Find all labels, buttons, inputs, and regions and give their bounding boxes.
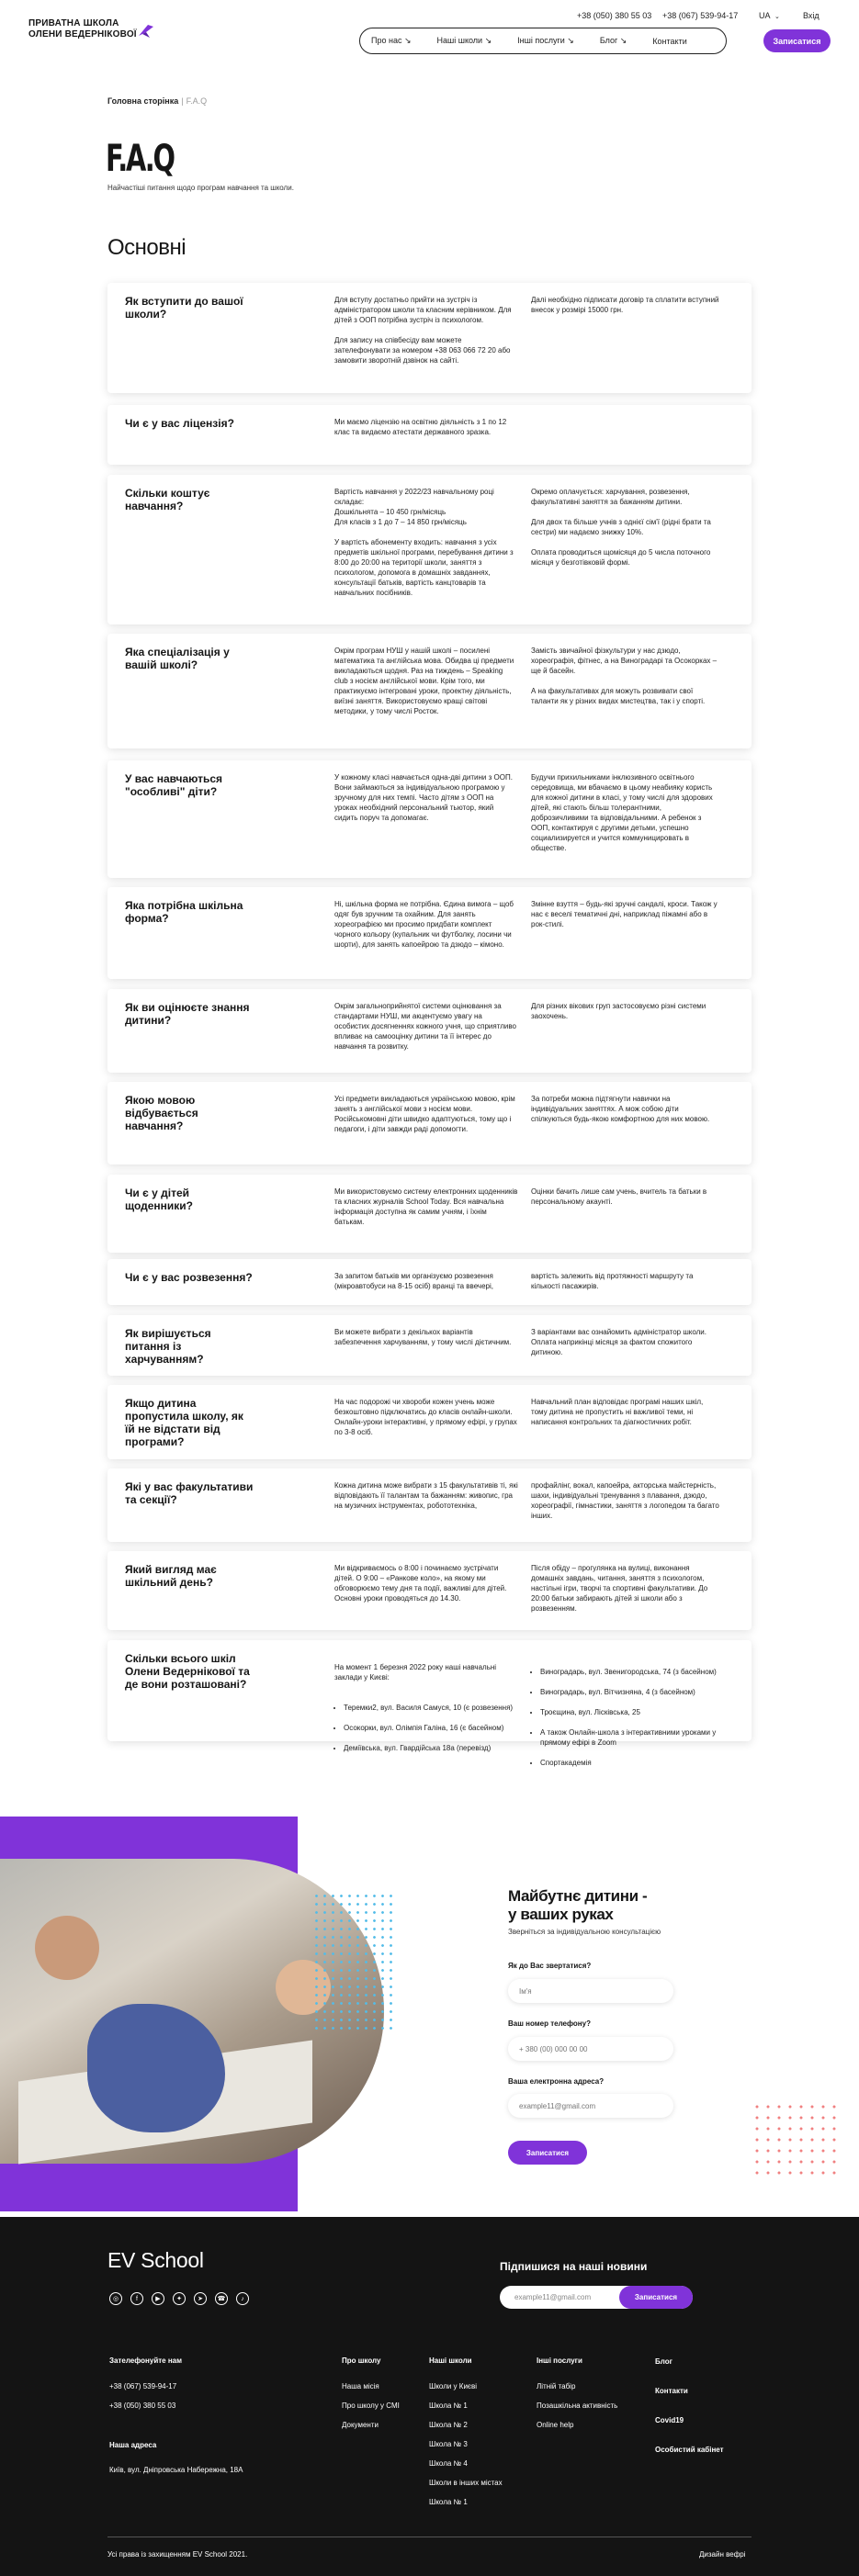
footer-link[interactable]: Школи в інших містах (429, 2479, 503, 2487)
phone-label: Ваш номер телефону? (508, 2019, 591, 2028)
faq-question: Які у вас факультативи та секції? (125, 1480, 254, 1506)
faq-answer-col-2: Будучи прихильниками інклюзивного освітнього середовища, ми вбачаємо в цьому неабияку користь для кожної дитини в класі, у тому числі для здорових дітей, які стають більш толерантними, доброзичливими та відповідальними. А ребенок з ООП, контактируя с другими детьми, успешно социализируется и учится коммуницировать в обществе. (531, 773, 713, 852)
faq-card[interactable] (107, 634, 752, 748)
faq-answer-col-1: Для вступу достатньо прийти на зустріч із адміністратором школи та класним керівником. Для дітей з ООП потрібна зустріч із психологом. Для запису на співбесіду вам можете зателефонувати за номером +38 063 066 72 20 або замовити зворотній дзвінок на сайті. (334, 296, 512, 365)
list-item: • Осокорки, вул. Олімпія Галіна, 16 (є басейном) (344, 1723, 518, 1733)
footer-blog-link[interactable]: Блог (655, 2357, 673, 2366)
faq-question: Який вигляд має шкільний день? (125, 1563, 217, 1589)
twitter-icon[interactable]: ✦ (173, 2292, 186, 2305)
telegram-icon[interactable]: ➤ (194, 2292, 207, 2305)
faq-answer-col-1 (334, 1652, 518, 1773)
form-title-line-2: у ваших руках (508, 1906, 614, 1923)
faq-answer-col-1: Ми маємо ліцензію на освітню діяльність з 1 по 12 клас та видаємо атестати державного зразка. (334, 418, 507, 436)
faq-answer-col-1: На час подорожі чи хвороби кожен учень може безкоштовно підключатись до класів онлайн-школи. Онлайн-уроки інтерактивні, у прямому ефірі, у групах по 3-8 осіб. (334, 1398, 517, 1436)
faq-answer-col-1: Ми відкриваємось о 8:00 і починаємо зустрічати дітей. О 9:00 – «Ранкове коло», на якому ми обговорюємо тему дня та події, важливі для дітей. Основні уроки проводяться до 14.30. (334, 1564, 507, 1603)
faq-question: Чи є у дітей щоденники? (125, 1187, 194, 1212)
footer-phone-2[interactable]: +38 (050) 380 55 03 (109, 2402, 176, 2410)
facebook-icon[interactable]: f (130, 2292, 143, 2305)
footer-contacts-link[interactable]: Контакти (655, 2387, 688, 2395)
our-schools-heading: Наші школи (429, 2357, 472, 2365)
header-signup-button[interactable]: Записатися (763, 29, 831, 52)
nav-blog[interactable]: Блог ↘ (599, 36, 627, 45)
faq-card[interactable] (107, 1315, 752, 1376)
footer-link[interactable]: Школа № 4 (429, 2459, 468, 2468)
page-subtitle: Найчастіші питання щодо програм навчання та школи. (107, 184, 294, 192)
list-item: • Виноградарь, вул. Звенигородська, 74 (з басейном) (540, 1667, 719, 1677)
logo-line-1: ПРИВАТНА ШКОЛА (28, 18, 119, 28)
faq-card[interactable] (107, 283, 752, 393)
footer (0, 2217, 859, 2576)
footer-link[interactable]: Online help (537, 2421, 574, 2429)
faq-answer-col-2: Навчальний план відповідає програмі наших шкіл, тому дитина не пропустить ні важливої теми, ні написання контрольних та діагностичних робіт. (531, 1398, 704, 1426)
address-heading: Наша адреса (109, 2441, 157, 2449)
faq-answer-col-2: Замість звичайної фізкультури у нас дзюдо, хореографія, фітнес, а на Виноградарі та Осокорках – ще й басейн. А на факультативах для можуть розвивати свої таланти як у різних видах мистецтва, так і у спорті. (531, 647, 718, 705)
footer-address: Київ, вул. Дніпровська Набережна, 18А (109, 2466, 243, 2474)
footer-covid-link[interactable]: Covid19 (655, 2416, 684, 2424)
footer-link[interactable]: Школа № 2 (429, 2421, 468, 2429)
faq-answer-col-2 (531, 1647, 719, 1788)
form-title (508, 1887, 647, 1924)
faq-answer-col-2: За потреби можна підтягнути навички на індивідуальних заняттях. А мож собою діти спілкуються будь-якою комфортною для них мовою. (531, 1095, 710, 1123)
faq-answer-col-1: Окрім загальноприйнятої системи оцінювання за стандартами НУШ, ми акцентуємо увагу на особистих досягненнях кожного учня, що сприятливо впливає на самооцінку дитини та її інтерес до навчання та розвитку. (334, 1002, 516, 1051)
list-item: • А також Онлайн-школа з інтерактивними уроками у прямому ефірі в Zoom (540, 1727, 719, 1748)
viber-icon[interactable]: ☎ (215, 2292, 228, 2305)
login-link[interactable]: Вхід (803, 11, 819, 20)
lang-select[interactable]: UA (759, 11, 771, 20)
faq-answer-col-1: У кожному класі навчається одна-дві дитини з ООП. Вони займаються за індивідуальною програмою у зручному для них темпі. Часто дітям з ООП на уроках необхідний персональний тьютор, який сидить поруч та допомагає. (334, 773, 513, 822)
faq-card[interactable] (107, 1640, 752, 1767)
copyright: Усі права із захищенням EV School 2021. (107, 2550, 248, 2559)
form-subtitle: Зверніться за індивідуальною консультацією (508, 1928, 661, 1936)
footer-link[interactable]: Позашкільна активність (537, 2402, 618, 2410)
photo-child (35, 1916, 99, 1980)
faq-card[interactable] (107, 887, 752, 979)
footer-link[interactable]: Школа № 3 (429, 2440, 468, 2448)
breadcrumb-current: F.A.Q (186, 96, 208, 106)
faq-question: Як вирішується питання із харчуванням? (125, 1327, 211, 1366)
form-submit-button[interactable]: Записатися (508, 2141, 587, 2165)
faq-answer-col-2: вартість залежить від протяжності маршруту та кількості пасажирів. (531, 1272, 694, 1290)
faq-card[interactable] (107, 475, 752, 624)
page-title: F.A.Q (106, 138, 174, 180)
faq-question: Яка потрібна шкільна форма? (125, 899, 243, 925)
faq-card[interactable] (107, 1082, 752, 1164)
chevron-down-icon[interactable]: ⌄ (774, 14, 780, 20)
nav-about[interactable]: Про нас ↘ (371, 36, 412, 45)
newsletter-title: Підпишися на наші новини (500, 2260, 648, 2273)
faq-question: Скільки всього шкіл Олени Ведернікової та де вони розташовані? (125, 1652, 250, 1691)
faq-question: Як вступити до вашої школи? (125, 295, 243, 321)
faq-card[interactable] (107, 405, 752, 465)
footer-brand[interactable]: EV School (107, 2248, 204, 2272)
faq-question: Чи є у вас ліцензія? (125, 417, 234, 430)
youtube-icon[interactable]: ▶ (152, 2292, 164, 2305)
faq-answer-col-2: профайлінг, вокал, капоейра, акторська майстерність, шахи, індивідуальні тренування з плавання, дзюдо, хореографії, гімнастики, заняття з логопедом та багато інших. (531, 1481, 719, 1520)
footer-link[interactable]: Школа № 1 (429, 2498, 468, 2506)
faq-card[interactable] (107, 989, 752, 1073)
faq-card[interactable] (107, 1175, 752, 1253)
decor-dots-red (752, 2101, 843, 2177)
faq-answer-col-1: Ви можете вибрати з декількох варіантів забезпечення харчуванням, у тому числі дієтичним. (334, 1328, 512, 1346)
faq-question: Чи є у вас розвезення? (125, 1271, 253, 1284)
faq-answer-col-1: Усі предмети викладаються українською мовою, крім занять з англійської мови з носієм мови. Російськомовні діти швидко адаптуються, тому що і педагоги, і діти завжди раді допомогти. (334, 1095, 515, 1133)
faq-card[interactable] (107, 1551, 752, 1630)
faq-question: Якою мовою відбувається навчання? (125, 1094, 198, 1132)
footer-phone-1[interactable]: +38 (067) 539-94-17 (109, 2382, 177, 2390)
faq-answer-intro: На момент 1 березня 2022 року наші навчальні заклади у Києві: (334, 1663, 497, 1682)
header-phone-2[interactable]: +38 (067) 539-94-17 (662, 11, 739, 20)
faq-answer-col-2: Для різних вікових груп застосовуємо різні системи заохочень. (531, 1002, 706, 1020)
faq-answer-col-2: Далі необхідно підписати договір та сплатити вступний внесок у розмірі 15000 грн. (531, 296, 719, 314)
faq-question: У вас навчаються "особливі" діти? (125, 772, 223, 798)
faq-answer-col-1: Кожна дитина може вибрати з 15 факультативів ті, які відповідають її талантам та бажанням: живопис, гра на музичних інструментах, робототехніка, (334, 1481, 518, 1510)
decor-dots-blue (312, 1892, 395, 2030)
nav-schools[interactable]: Наші школи ↘ (436, 36, 492, 45)
faq-question: Якщо дитина пропустила школу, як їй не відстати від програми? (125, 1397, 243, 1448)
faq-answer-col-2: Після обіду – прогулянка на вулиці, виконання домашніх завдань, читання, заняття з психологом, настільні ігри, творчі та спортивні факультативи. До 20:00 батьки забирають дітей зі школи або з розвезенням. (531, 1564, 708, 1613)
faq-card[interactable] (107, 1385, 752, 1459)
faq-answer-col-1: Вартість навчання у 2022/23 навчальному році складає: Дошкільнята – 10 450 грн/місяць Для класів з 1 до 7 – 14 850 грн/місяць У вартість абонементу входить: навчання з усіх предметів шкільної програми, перебування дитини з 8:00 до 20:00 на території школи, заняття з психологом, допомога в домашніх завданнях, консультації батьків, вартість канцтоварів та навчальних посібників. (334, 488, 514, 597)
about-school-heading: Про школу (342, 2357, 381, 2365)
list-item: • Троєщина, вул. Лісківська, 25 (540, 1707, 719, 1717)
footer-account-link[interactable]: Особистий кабінет (655, 2446, 724, 2454)
footer-link[interactable]: Школа № 1 (429, 2402, 468, 2410)
logo-mark-icon (137, 21, 155, 39)
other-services-heading: Інші послуги (537, 2357, 582, 2365)
faq-question: Яка спеціалізація у вашій школі? (125, 646, 230, 671)
phones-heading: Зателефонуйте нам (109, 2357, 183, 2365)
footer-link[interactable]: Наша місія (342, 2382, 379, 2390)
faq-question: Скільки коштує навчання? (125, 487, 210, 512)
name-input[interactable] (508, 1979, 673, 2003)
email-input[interactable] (508, 2094, 673, 2118)
faq-card[interactable] (107, 1468, 752, 1542)
list-item: • Деміївська, вул. Гвардійська 18а (перевізд) (344, 1743, 518, 1753)
list-item: • Виноградарь, вул. Вітчизняна, 4 (з басейном) (540, 1687, 719, 1697)
list-item: • Спортакадемія (540, 1758, 719, 1768)
faq-answer-col-1: Ні, шкільна форма не потрібна. Єдина вимога – щоб одяг був зручним та охайним. Для занять хореографією ми просимо придбати комплект чорного кольору (купальник чи футболку, лосини чи шорти), для занять капоейрою та дзюдо – кімоно. (334, 900, 514, 949)
faq-answer-col-1: Ми використовуємо систему електронних щоденників та класних журналів School Today. Вся навчальна інформація доступна як самим учням, і їхнім батькам. (334, 1187, 518, 1226)
tiktok-icon[interactable]: ♪ (236, 2292, 249, 2305)
footer-link[interactable]: Літній табір (537, 2382, 576, 2390)
footer-link[interactable]: Про школу у СМІ (342, 2402, 400, 2410)
list-item: • Теремки2, вул. Василя Самуся, 10 (є розвезення) (344, 1703, 518, 1713)
main-nav (359, 28, 727, 54)
faq-answer-col-2: Окремо оплачується: харчування, розвезення, факультативні заняття за бажанням дитини. Для двох та більше учнів з однієї сім'ї (рідні брати та сестри) ми надаємо знижку 10%. Оплата проводиться щомісяця до 5 числа поточного місяця у безготівковій формі. (531, 488, 711, 567)
faq-answer-col-2: З варіантами вас ознайомить адміністратор школи. Оплата наприкінці місяця за фактом спожитого дитиною. (531, 1328, 706, 1356)
faq-card[interactable] (107, 1259, 752, 1305)
faq-answer-col-2: Змінне взуття – будь-які зручні сандалі, кроси. Також у нас є веселі тематичні дні, наприклад піжамні або в рок-стилі. (531, 900, 718, 928)
consultation-section (0, 1817, 859, 2211)
nav-services[interactable]: Інші послуги ↘ (517, 36, 574, 45)
instagram-icon[interactable]: ◎ (109, 2292, 122, 2305)
faq-card[interactable] (107, 760, 752, 878)
breadcrumb (107, 96, 207, 106)
breadcrumb-home[interactable]: Головна сторінка (107, 96, 179, 106)
faq-question: Як ви оцінюєте знання дитини? (125, 1001, 250, 1027)
faq-answer-col-2: Оцінки бачить лише сам учень, вчитель та батьки в персональному акаунті. (531, 1187, 707, 1206)
phone-input[interactable] (508, 2037, 673, 2061)
footer-link[interactable]: Документи (342, 2421, 379, 2429)
nav-contacts[interactable]: Контакти (652, 36, 687, 46)
email-label: Ваша електронна адреса? (508, 2077, 605, 2086)
newsletter-form (500, 2286, 693, 2309)
newsletter-submit-button[interactable]: Записатися (619, 2286, 693, 2309)
newsletter-input[interactable]: example11@gmail.com (514, 2293, 592, 2301)
logo-line-2: ОЛЕНИ ВЕДЕРНІКОВОЇ (28, 29, 137, 39)
faq-answer-col-1: За запитом батьків ми організуємо розвезення (мікроавтобуси на 8-15 осіб) вранці та ввечері, (334, 1272, 493, 1290)
logo[interactable] (28, 18, 166, 40)
faq-answer-col-1: Окрім програм НУШ у нашій школі – посилені математика та англійська мова. Обидва ці предмети викладаються щодня. Раз на тиждень – Speaking club з носієм англійської мови. Крім того, ми практикуємо інтегровані уроки, проектну діяльність, виїзні заняття. Використовуємо кращі світові методики, у тому числі Росток. (334, 647, 514, 715)
section-title: Основні (107, 235, 186, 260)
name-label: Як до Вас звертатися? (508, 1962, 592, 1970)
header-phone-1[interactable]: +38 (050) 380 55 03 (577, 11, 652, 20)
footer-link[interactable]: Школи у Києві (429, 2382, 478, 2390)
breadcrumb-separator: | (181, 96, 184, 106)
photo-child (87, 2004, 225, 2132)
form-title-line-1: Майбутнє дитини - (508, 1887, 648, 1905)
developer-link[interactable]: Дизайн вефрі (699, 2550, 746, 2559)
